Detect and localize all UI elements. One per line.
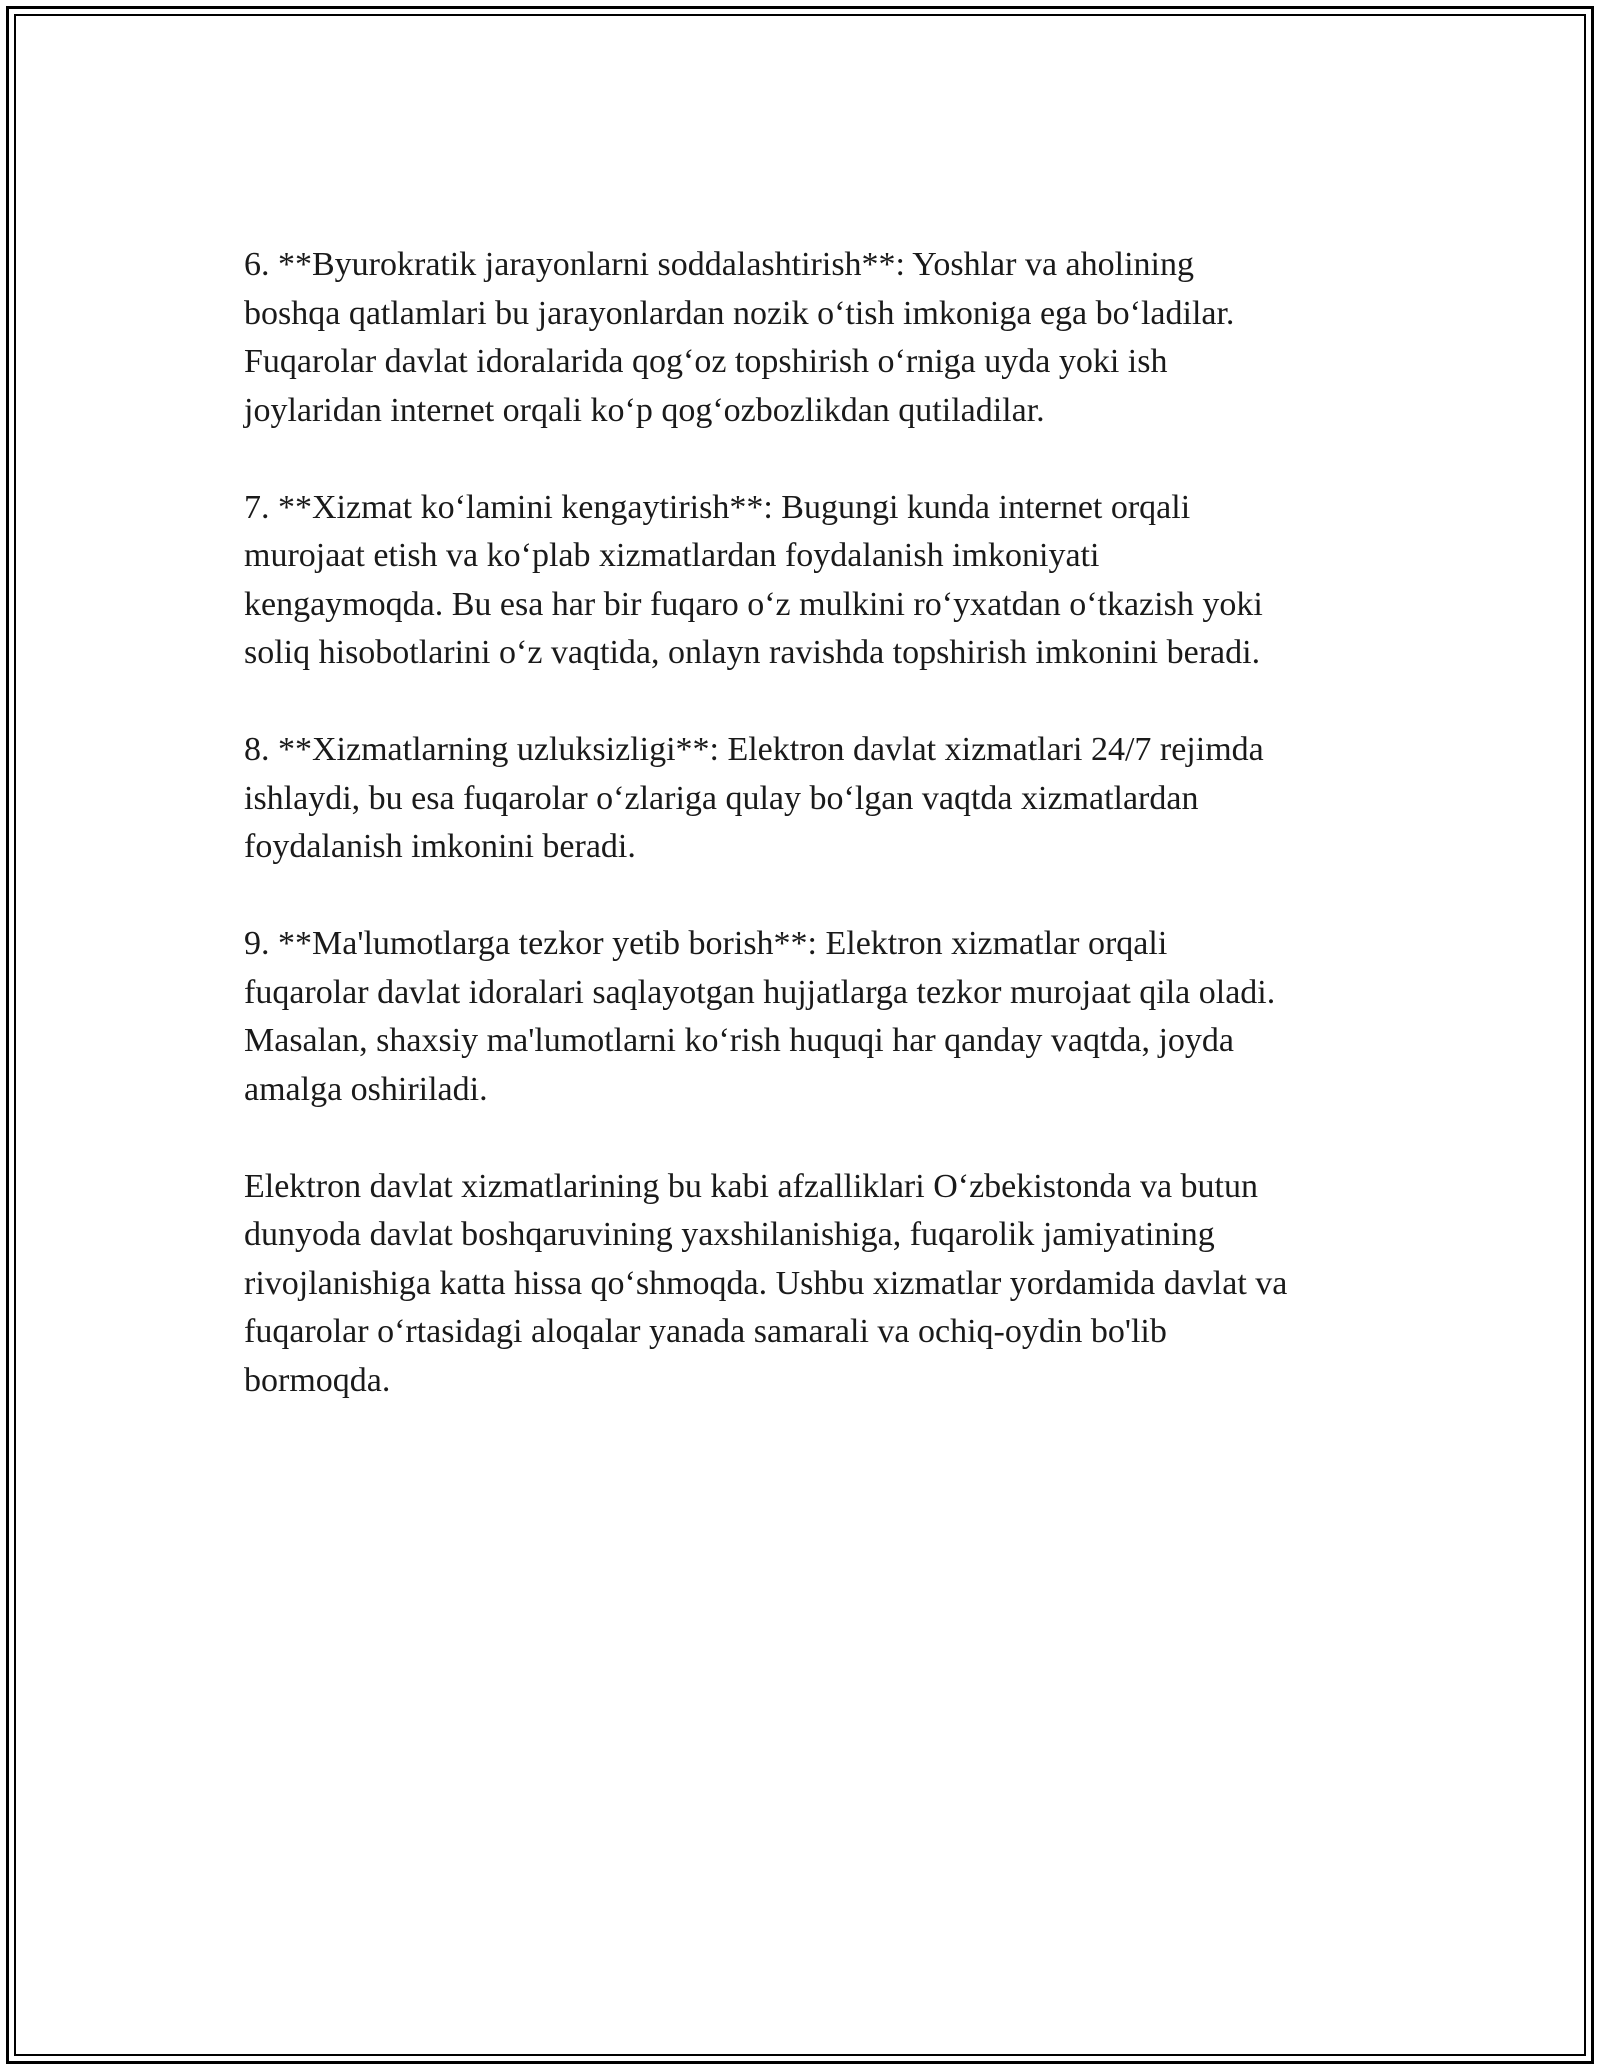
text-line: murojaat etish va ko‘plab xizmatlardan foydalanish imkoniyati (244, 537, 1100, 574)
text-line: Fuqarolar davlat idoralarida qog‘oz topshirish o‘rniga uyda yoki ish (244, 343, 1168, 380)
text-line: ishlaydi, bu esa fuqarolar o‘zlariga qulay bo‘lgan vaqtda xizmatlardan (244, 779, 1199, 817)
text-line: Masalan, shaxsiy ma'lumotlarni ko‘rish huquqi har qanday vaqtda, joyda (244, 1022, 1235, 1059)
text-line: dunyoda davlat boshqaruvining yaxshilanishiga, fuqarolik jamiyatining (244, 1216, 1215, 1253)
text-line: 7. **Xizmat ko‘lamini kengaytirish**: Bugungi kunda internet orqali (244, 488, 1191, 526)
text-line: fuqarolar o‘rtasidagi aloqalar yanada samarali va ochiq-oydin bo'lib (244, 1313, 1167, 1350)
text-line: soliq hisobotlarini o‘z vaqtida, onlayn ravishda topshirish imkonini beradi. (244, 634, 1261, 671)
document-body (244, 241, 1394, 1454)
text-line: 8. **Xizmatlarning uzluksizligi**: Elektron davlat xizmatlari 24/7 rejimda (244, 731, 1264, 768)
text-line: bormoqda. (244, 1361, 391, 1399)
text-line: kengaymoqda. Bu esa har bir fuqaro o‘z mulkini ro‘yxatdan o‘tkazish yoki (244, 585, 1263, 623)
paragraph-item-8 (244, 726, 1394, 872)
paragraph-item-6 (244, 241, 1394, 435)
paragraph-item-9 (244, 920, 1394, 1114)
text-line: 9. **Ma'lumotlarga tezkor yetib borish**: Elektron xizmatlar orqali (244, 925, 1168, 962)
text-line: fuqarolar davlat idoralari saqlayotgan hujjatlarga tezkor murojaat qila oladi. (244, 973, 1276, 1011)
text-line: amalga oshiriladi. (244, 1070, 488, 1108)
text-line: foydalanish imkonini beradi. (244, 828, 636, 865)
paragraph-conclusion (244, 1163, 1394, 1406)
text-line: rivojlanishiga katta hissa qo‘shmoqda. Ushbu xizmatlar yordamida davlat va (244, 1264, 1288, 1302)
text-line: Elektron davlat xizmatlarining bu kabi afzalliklari O‘zbekistonda va butun (244, 1167, 1259, 1205)
text-line: boshqa qatlamlari bu jarayonlardan nozik o‘tish imkoniga ega bo‘ladilar. (244, 294, 1235, 332)
paragraph-item-7 (244, 484, 1394, 678)
text-line: 6. **Byurokratik jarayonlarni soddalashtirish**: Yoshlar va aholining (244, 246, 1194, 283)
page-border (6, 6, 1594, 2064)
text-line: joylaridan internet orqali ko‘p qog‘ozbozlikdan qutiladilar. (244, 391, 1045, 429)
